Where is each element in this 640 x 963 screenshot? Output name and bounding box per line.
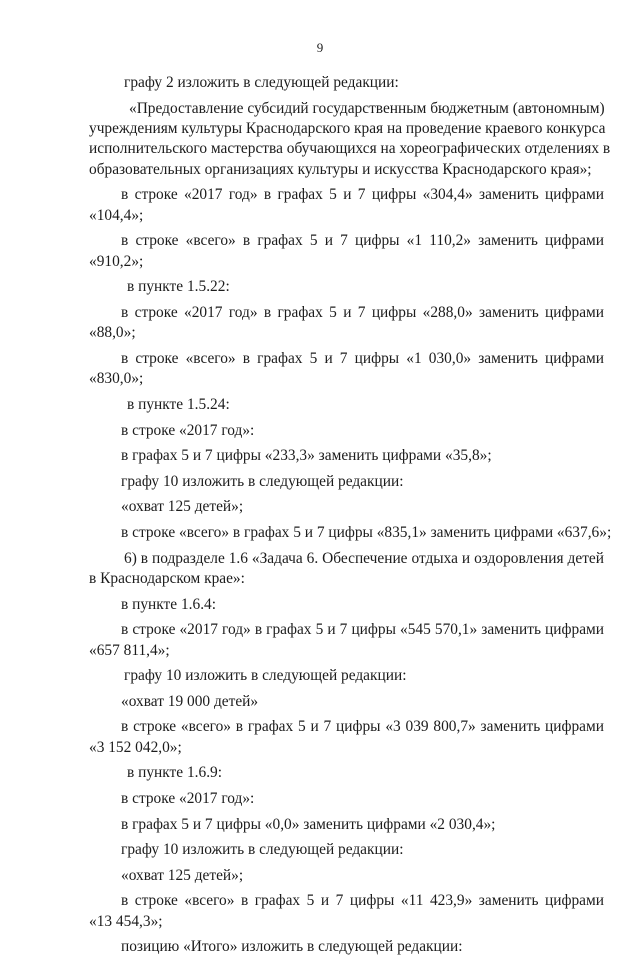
text-line: позицию «Итого» изложить в следующей редакции: xyxy=(121,938,463,956)
paragraph xyxy=(89,99,611,181)
text-line: «охват 19 000 детей» xyxy=(121,692,259,710)
text-line: учреждениям культуры Краснодарского края на проведение краевого конкурса xyxy=(89,120,606,137)
text-line: графу 2 изложить в следующей редакции: xyxy=(124,74,399,91)
paragraph xyxy=(89,866,604,886)
paragraph xyxy=(89,395,604,415)
text-line: графу 10 изложить в следующей редакции: xyxy=(124,667,407,685)
paragraph xyxy=(89,523,612,543)
paragraph xyxy=(89,717,604,758)
text-line: в строке «2017 год»: xyxy=(121,789,255,807)
text-line: в пункте 1.5.22: xyxy=(127,278,230,296)
text-line: «охват 125 детей»; xyxy=(121,498,244,516)
text-line: «охват 125 детей»; xyxy=(121,866,244,884)
paragraph xyxy=(89,349,604,390)
paragraph xyxy=(89,666,604,686)
text-line: исполнительского мастерства обучающихся на хореографических отделениях в xyxy=(89,140,611,158)
paragraph xyxy=(89,472,604,492)
text-line: «104,4»; xyxy=(89,206,144,224)
text-line: в строке «2017 год» в графах 5 и 7 цифры «304,4» заменить цифрами xyxy=(121,186,604,204)
text-line: образовательных организациях культуры и искусства Краснодарского края»; xyxy=(89,160,592,178)
text-line: в строке «всего» в графах 5 и 7 цифры «11 423,9» заменить цифрами xyxy=(121,892,604,910)
text-line: в строке «2017 год» в графах 5 и 7 цифры «288,0» заменить цифрами xyxy=(121,304,604,321)
text-line: «3 152 042,0»; xyxy=(89,738,182,756)
paragraph xyxy=(89,937,604,957)
text-line: в строке «всего» в графах 5 и 7 цифры «835,1» заменить цифрами «637,6»; xyxy=(121,523,612,541)
text-line: в строке «2017 год»: xyxy=(121,421,255,439)
text-line: в пункте 1.5.24: xyxy=(127,396,230,413)
paragraph xyxy=(89,277,604,297)
paragraph xyxy=(89,446,604,466)
text-line: «657 811,4»; xyxy=(89,641,170,659)
text-line: в пункте 1.6.9: xyxy=(127,764,223,782)
paragraph xyxy=(89,549,604,590)
paragraph xyxy=(89,789,604,809)
text-line: 6) в подразделе 1.6 «Задача 6. Обеспечение отдыха и оздоровления детей xyxy=(124,549,604,567)
paragraph xyxy=(89,891,604,932)
text-line: в строке «2017 год» в графах 5 и 7 цифры «545 570,1» заменить цифрами xyxy=(121,621,604,639)
paragraph xyxy=(89,692,604,712)
paragraph xyxy=(89,303,604,344)
text-line: в пункте 1.6.4: xyxy=(121,595,217,613)
paragraph xyxy=(89,73,604,93)
paragraph xyxy=(89,497,604,517)
text-line: «Предоставление субсидий государственным бюджетным (автономным) xyxy=(129,99,605,117)
text-line: в графах 5 и 7 цифры «233,3» заменить цифрами «35,8»; xyxy=(121,447,492,465)
paragraph xyxy=(89,231,604,272)
text-line: в строке «всего» в графах 5 и 7 цифры «1 110,2» заменить цифрами xyxy=(121,232,604,250)
text-line: в графах 5 и 7 цифры «0,0» заменить цифрами «2 030,4»; xyxy=(121,815,496,833)
text-line: «910,2»; xyxy=(89,252,144,270)
text-line: графу 10 изложить в следующей редакции: xyxy=(121,841,404,859)
paragraph xyxy=(89,595,604,615)
paragraph xyxy=(89,620,604,661)
text-line: «13 454,3»; xyxy=(89,912,163,930)
text-line: графу 10 изложить в следующей редакции: xyxy=(121,472,404,490)
text-line: в Краснодарском крае»: xyxy=(89,569,245,587)
paragraph xyxy=(89,185,604,226)
text-line: в строке «всего» в графах 5 и 7 цифры «3 039 800,7» заменить цифрами xyxy=(121,718,604,736)
text-line: «830,0»; xyxy=(89,370,144,388)
text-line: в строке «всего» в графах 5 и 7 цифры «1 030,0» заменить цифрами xyxy=(121,350,604,367)
document-body xyxy=(89,73,612,963)
text-line: «88,0»; xyxy=(89,324,136,342)
paragraph xyxy=(89,840,604,860)
page-number: 9 xyxy=(316,40,324,55)
paragraph xyxy=(89,421,604,441)
paragraph xyxy=(89,763,604,783)
paragraph xyxy=(89,815,604,835)
